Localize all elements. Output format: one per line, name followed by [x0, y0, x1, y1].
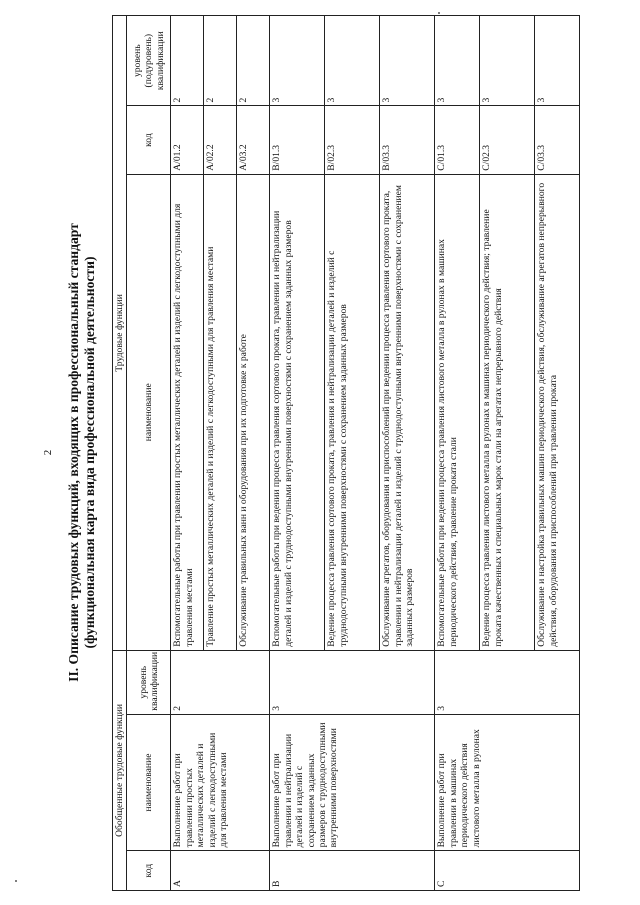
- group-level: 3: [435, 650, 580, 714]
- function-level: 3: [325, 16, 380, 106]
- function-code: A/03.2: [237, 106, 270, 174]
- group-level: 2: [171, 650, 270, 714]
- header-labor-functions: Трудовые функции: [113, 16, 127, 651]
- function-code: C/03.3: [535, 106, 580, 174]
- function-level: 2: [237, 16, 270, 106]
- function-code: B/03.3: [380, 106, 435, 174]
- function-level: 3: [270, 16, 325, 106]
- function-level: 3: [480, 16, 535, 106]
- group-level: 3: [270, 650, 435, 714]
- table-row: [171, 16, 204, 891]
- function-name: Обслуживание агрегатов, оборудования и приспособлений при ведении процесса травления сортового проката, травлении и нейтрализации деталей и изделий с труднодоступными внутренними поверхностями с сохранением заданных размеров: [380, 174, 435, 650]
- group-code: A: [171, 851, 270, 891]
- group-code: C: [435, 851, 580, 891]
- function-name: Вспомогательные работы при ведении процесса травления сортового проката, травлении и нейтрализации деталей и изделий с труднодоступными внутренними поверхностями с сохранением заданных размеров: [270, 174, 325, 650]
- function-code: C/02.3: [480, 106, 535, 174]
- title-line-2: (функциональная карта вида профессиональной деятельности): [82, 256, 97, 649]
- functional-map-table: [112, 15, 580, 891]
- function-name: Ведение процесса травления листового металла в рулонах в машинах периодического действия; травление проката качественных и специальных марок стали на агрегатах непрерывного действия: [480, 174, 535, 650]
- function-name: Обслуживание травильных ванн и оборудования при их подготовке к работе: [237, 174, 270, 650]
- function-level: 3: [435, 16, 480, 106]
- function-level: 3: [380, 16, 435, 106]
- group-code: B: [270, 851, 435, 891]
- function-level: 2: [204, 16, 237, 106]
- header-generalized-functions: Обобщенные трудовые функции: [113, 650, 127, 890]
- function-code: B/02.3: [325, 106, 380, 174]
- function-level: 3: [535, 16, 580, 106]
- function-name: Вспомогательные работы при травлении простых металлических деталей и изделий с легкодоступными для травления местами: [171, 174, 204, 650]
- function-code: B/01.3: [270, 106, 325, 174]
- function-name: Травление простых металлических деталей и изделий с легкодоступными для травления местами: [204, 174, 237, 650]
- function-name: Вспомогательные работы при ведении процесса травления листового металла в рулонах в машинах периодического действия, травление проката стали: [435, 174, 480, 650]
- function-code: A/02.2: [204, 106, 237, 174]
- function-name: Обслуживание и настройка травильных машин периодического действия, обслуживание агрегатов непрерывного действия, оборудования и приспособлений при травлении проката: [535, 174, 580, 650]
- title-line-1: II. Описание трудовых функций, входящих в профессиональный стандарт: [66, 223, 81, 682]
- group-name: Выполнение работ при травлении в машинах периодического действия листового металла в рулонах: [435, 714, 580, 851]
- header-code: код: [127, 851, 171, 891]
- function-level: 2: [171, 16, 204, 106]
- page-title: [66, 0, 98, 905]
- header-name: наименование: [127, 714, 171, 851]
- table-row: [270, 16, 325, 891]
- table-row: [435, 16, 480, 891]
- function-code: C/01.3: [435, 106, 480, 174]
- function-name: Ведение процесса травления сортового проката, травления и нейтрализации деталей и изделий с труднодоступными внутренними поверхностями с сохранением заданных размеров: [325, 174, 380, 650]
- group-name: Выполнение работ при травлении и нейтрализации деталей и изделий с сохранением заданных размеров с труднодоступными внутренними поверхностями: [270, 714, 435, 851]
- header-sublevel: уровень (подуровень) квалификации: [127, 16, 171, 106]
- header-level: уровень квалификации: [127, 650, 171, 714]
- function-code: A/01.2: [171, 106, 204, 174]
- page-number: 2: [42, 449, 54, 456]
- header-function-name: наименование: [127, 174, 171, 650]
- group-name: Выполнение работ при травлении простых металлических деталей и изделий с легкодоступными для травления местами: [171, 714, 270, 851]
- header-function-code: код: [127, 106, 171, 174]
